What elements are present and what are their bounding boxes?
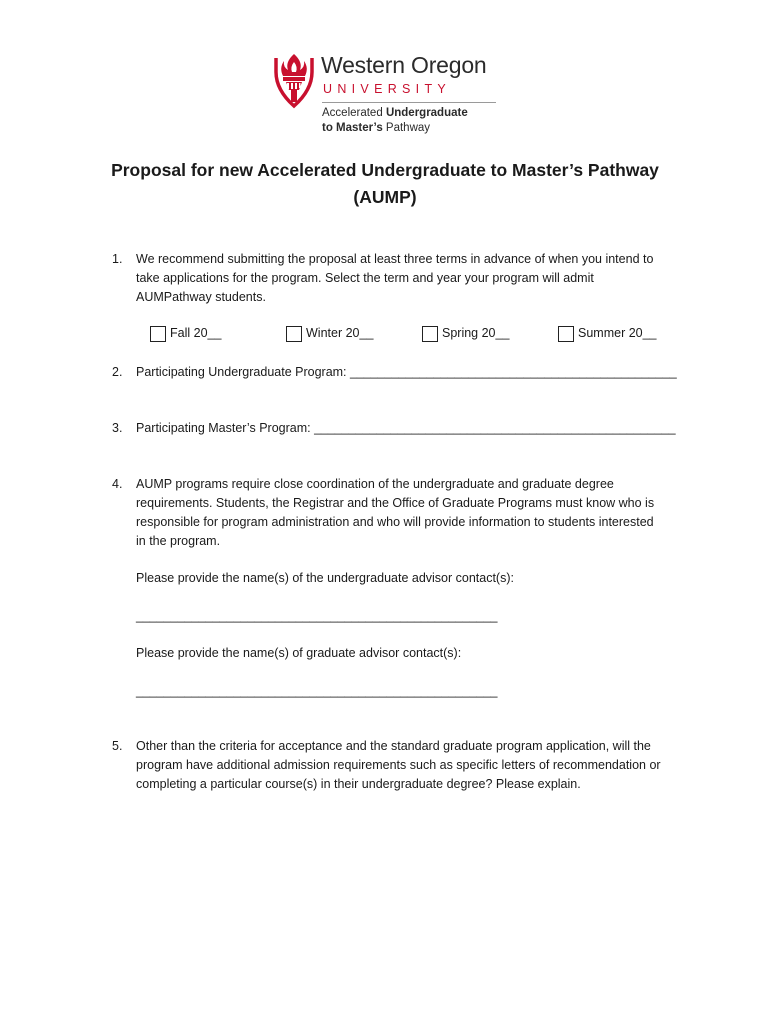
- spring-checkbox[interactable]: [422, 326, 438, 342]
- summer-checkbox[interactable]: [558, 326, 574, 342]
- logo-university: UNIVERSITY: [323, 82, 452, 96]
- grad-advisor-prompt: Please provide the name(s) of graduate advisor contact(s):: [136, 646, 462, 660]
- q1-text-line1: We recommend submitting the proposal at least three terms in advance of when you intend to: [136, 252, 654, 266]
- logo-subtitle-line1: [322, 107, 468, 119]
- q1-text-line3: AUMPathway students.: [136, 290, 266, 304]
- logo-subtitle-line2: [322, 122, 430, 134]
- q1-text-line2: take applications for the program. Select the term and year your program will admit: [136, 271, 594, 285]
- document-title-line2: (AUMP): [353, 187, 417, 207]
- fall-label: Fall 20__: [170, 326, 222, 340]
- undergrad-advisor-field[interactable]: ____________________________________________________: [136, 609, 498, 623]
- logo-sub1-regular: Accelerated: [322, 107, 386, 119]
- q1-number: 1.: [112, 252, 123, 266]
- grad-advisor-field[interactable]: ____________________________________________________: [136, 684, 498, 698]
- summer-label: Summer 20__: [578, 326, 657, 340]
- q4-text-line3: responsible for program administration and who will provide information to students interested: [136, 515, 654, 529]
- q3-masters-program-field[interactable]: Participating Master’s Program: ____________________________________________________: [136, 421, 676, 435]
- q5-text-line1: Other than the criteria for acceptance and the standard graduate program application, will the: [136, 739, 651, 753]
- q2-number: 2.: [112, 365, 123, 379]
- undergrad-advisor-prompt: Please provide the name(s) of the undergraduate advisor contact(s):: [136, 571, 514, 585]
- q4-number: 4.: [112, 477, 123, 491]
- q4-text-line1: AUMP programs require close coordination of the undergraduate and graduate degree: [136, 477, 614, 491]
- logo-wordmark: Western Oregon: [321, 52, 487, 78]
- q5-text-line3: completing a particular course(s) in their undergraduate degree? Please explain.: [136, 777, 581, 791]
- torch-logo-icon: [271, 50, 317, 110]
- fall-checkbox[interactable]: [150, 326, 166, 342]
- logo-sub2-regular: Pathway: [382, 122, 431, 134]
- logo-divider: [322, 102, 496, 103]
- q4-text-line4: in the program.: [136, 534, 221, 548]
- q3-number: 3.: [112, 421, 123, 435]
- logo-sub1-bold: Undergraduate: [385, 107, 468, 119]
- q2-undergrad-program-field[interactable]: Participating Undergraduate Program: _______________________________________________: [136, 365, 677, 379]
- q4-text-line2: requirements. Students, the Registrar and the Office of Graduate Programs must know who is: [136, 496, 655, 510]
- document-title-line1: Proposal for new Accelerated Undergraduate to Master’s Pathway: [111, 160, 659, 180]
- winter-checkbox[interactable]: [286, 326, 302, 342]
- logo-sub2-bold: to Master’s: [322, 122, 383, 134]
- spring-label: Spring 20__: [442, 326, 510, 340]
- university-logo: [271, 48, 511, 138]
- winter-label: Winter 20__: [306, 326, 374, 340]
- q5-number: 5.: [112, 739, 123, 753]
- q5-text-line2: program have additional admission requirements such as specific letters of recommendation or: [136, 758, 661, 772]
